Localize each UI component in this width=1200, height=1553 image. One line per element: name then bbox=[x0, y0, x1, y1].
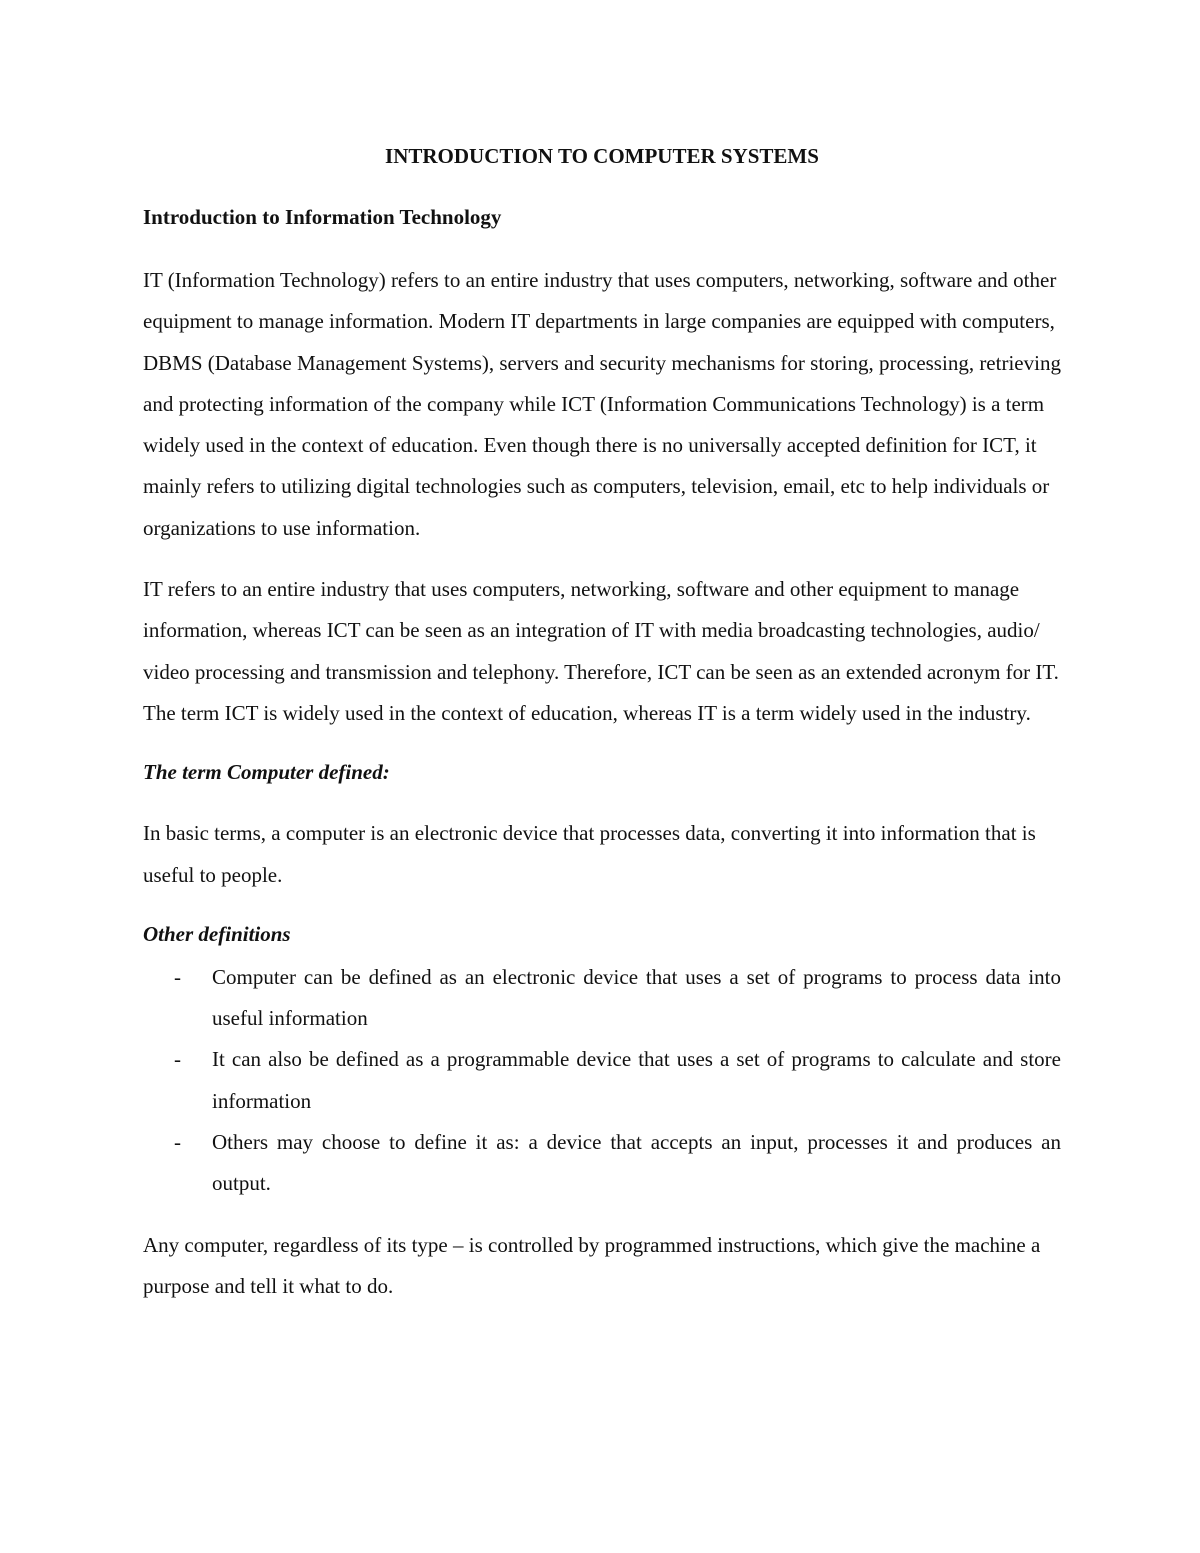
dash-bullet: - bbox=[174, 1047, 181, 1072]
paragraph-computer-definition: In basic terms, a computer is an electronic device that processes data, converting it into information that is useful to people. bbox=[143, 821, 1036, 887]
list-item bbox=[143, 957, 1061, 1040]
document-page bbox=[143, 138, 1061, 1327]
list-item-text: It can also be defined as a programmable device that uses a set of programs to calculate and store information bbox=[212, 1047, 1061, 1113]
list-item bbox=[143, 1122, 1061, 1205]
section-heading: Introduction to Information Technology bbox=[143, 205, 502, 229]
dash-bullet: - bbox=[174, 1130, 181, 1155]
paragraph-it-definition: IT (Information Technology) refers to an entire industry that uses computers, networking, software and other equipment to manage information. Modern IT departments in large companies are equipped with computers, DBMS (Database Management Systems), servers and security mechanisms for storing, processing, retrieving and protecting information of the company while ICT (Information Communications Technology) is a term widely used in the context of education. Even though there is no universally accepted definition for ICT, it mainly refers to utilizing digital technologies such as computers, television, email, etc to help individuals or organizations to use information. bbox=[143, 268, 1061, 540]
dash-bullet: - bbox=[174, 964, 181, 989]
list-item-text: Others may choose to define it as: a device that accepts an input, processes it and produces an output. bbox=[212, 1130, 1061, 1196]
paragraph-it-vs-ict: IT refers to an entire industry that uses computers, networking, software and other equipment to manage information, whereas ICT can be seen as an integration of IT with media broadcasting technologies, audio/ video processing and transmission and telephony. Therefore, ICT can be seen as an extended acronym for IT. The term ICT is widely used in the context of education, whereas IT is a term widely used in the industry. bbox=[143, 577, 1059, 725]
computer-defined-heading: The term Computer defined: bbox=[143, 760, 390, 785]
other-definitions-heading: Other definitions bbox=[143, 921, 291, 946]
definitions-list bbox=[143, 957, 1061, 1205]
list-item bbox=[143, 1039, 1061, 1122]
paragraph-closing: Any computer, regardless of its type – is controlled by programmed instructions, which give the machine a purpose and tell it what to do. bbox=[143, 1232, 1041, 1298]
list-item-text: Computer can be defined as an electronic device that uses a set of programs to process data into useful information bbox=[212, 964, 1061, 1031]
page-title: INTRODUCTION TO COMPUTER SYSTEMS bbox=[385, 144, 819, 168]
